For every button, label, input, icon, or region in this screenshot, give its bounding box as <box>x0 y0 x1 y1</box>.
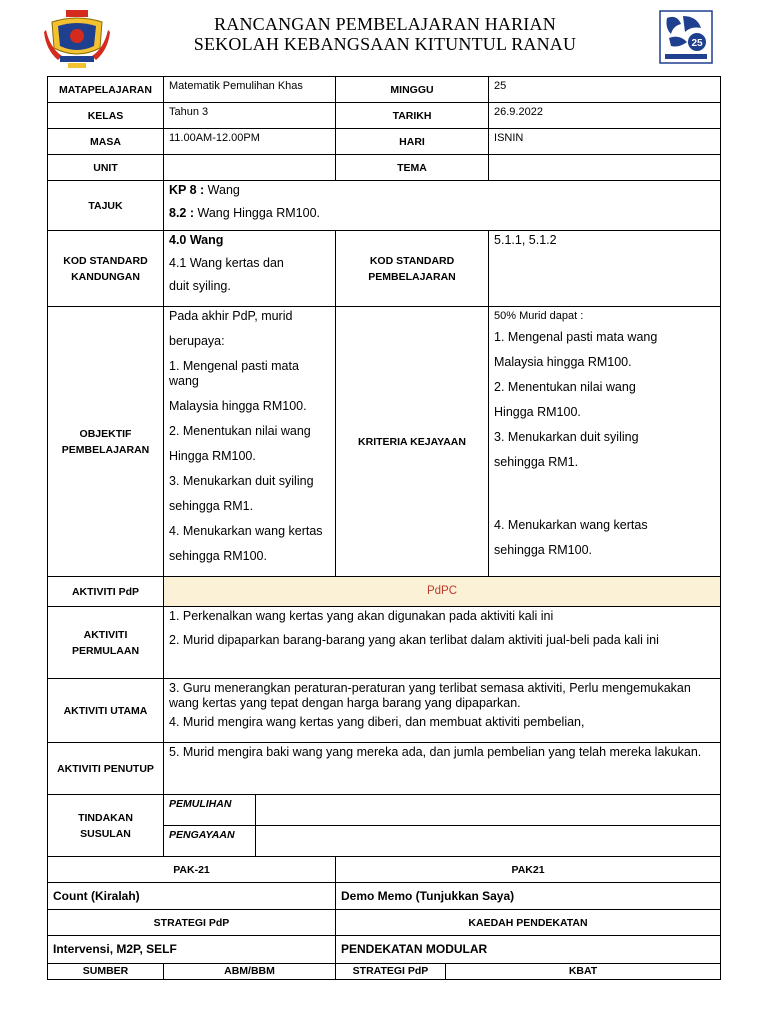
objektif-line: Pada akhir PdP, murid <box>169 309 293 323</box>
label-aktiviti-permulaan <box>48 607 164 679</box>
value-kelas: Tahun 3 <box>164 103 336 129</box>
label-abm-bbm: ABM/BBM <box>164 964 336 980</box>
value-tajuk <box>164 181 721 231</box>
row-aktiviti-permulaan <box>48 607 721 679</box>
label-kbat: KBAT <box>446 964 721 980</box>
svg-text:25: 25 <box>691 38 703 49</box>
objektif-line: Hingga RM100. <box>169 449 256 463</box>
value-objektif <box>164 307 336 577</box>
utama-step: 3. Guru menerangkan peraturan-peraturan yang terlibat semasa aktiviti, Perlu mengemukakan wang kertas yang tepat dengan harga barang yang dipaparkan. <box>169 681 691 710</box>
value-pemulihan <box>256 795 721 826</box>
label-matapelajaran: MATAPELAJARAN <box>48 77 164 103</box>
permulaan-step: 2. Murid dipaparkan barang-barang yang akan terlibat dalam aktiviti jual-beli pada kali ini <box>169 633 659 647</box>
label-kod-standard-pembelajaran <box>336 231 489 307</box>
kriteria-line: 2. Menentukan nilai wang <box>494 380 636 394</box>
page-title <box>140 14 630 54</box>
tajuk-sub-text: Wang Hingga RM100. <box>194 206 321 220</box>
value-masa: 11.00AM-12.00PM <box>164 129 336 155</box>
value-hari: ISNIN <box>489 129 721 155</box>
label-minggu: MINGGU <box>336 77 489 103</box>
label-tajuk: TAJUK <box>48 181 164 231</box>
value-kaedah-pendekatan: PENDEKATAN MODULAR <box>336 936 721 964</box>
row-aktiviti-penutup <box>48 743 721 795</box>
value-kod-standard-kandungan <box>164 231 336 307</box>
label-objektif-pembelajaran <box>48 307 164 577</box>
tajuk-kp-text: Wang <box>204 183 240 197</box>
value-kriteria <box>489 307 721 577</box>
label-kaedah-pendekatan: KAEDAH PENDEKATAN <box>336 910 721 936</box>
label-unit: UNIT <box>48 155 164 181</box>
label-tindakan-susulan <box>48 795 164 857</box>
label-kelas: KELAS <box>48 103 164 129</box>
label-pak-21: PAK-21 <box>48 857 336 883</box>
row-tindakan-pemulihan <box>48 795 721 826</box>
label-strategi-pdp-footer: STRATEGI PdP <box>336 964 446 980</box>
value-minggu: 25 <box>489 77 721 103</box>
value-aktiviti-permulaan <box>164 607 721 679</box>
label-pak21: PAK21 <box>336 857 721 883</box>
value-unit <box>164 155 336 181</box>
permulaan-step: 1. Perkenalkan wang kertas yang akan digunakan pada aktiviti kali ini <box>169 609 554 623</box>
kriteria-line: 1. Mengenal pasti mata wang <box>494 330 658 344</box>
label-kriteria-kejayaan: KRITERIA KEJAYAAN <box>336 307 489 577</box>
row-objektif <box>48 307 721 577</box>
tajuk-kp-code: KP 8 : <box>169 183 205 197</box>
label-pemulihan: PEMULIHAN <box>164 795 256 826</box>
label-sp-line-1: KOD STANDARD <box>369 254 455 267</box>
label-tarikh: TARIKH <box>336 103 489 129</box>
objektif-line: berupaya: <box>169 334 225 348</box>
label-tindakan-line-2: SUSULAN <box>80 827 131 840</box>
row-footer-labels <box>48 964 721 980</box>
value-pak-21: Count (Kiralah) <box>48 883 336 910</box>
value-strategi-pdp: Intervensi, M2P, SELF <box>48 936 336 964</box>
row-matapelajaran <box>48 77 721 103</box>
kriteria-line: Malaysia hingga RM100. <box>494 355 632 369</box>
value-pengayaan <box>256 826 721 857</box>
row-pak-values <box>48 883 721 910</box>
label-permulaan-line-1: AKTIVITI <box>83 628 128 641</box>
label-kod-standard-kandungan <box>48 231 164 307</box>
objektif-line: 1. Mengenal pasti mata wang <box>169 359 299 388</box>
header <box>0 0 768 76</box>
row-unit <box>48 155 721 181</box>
objektif-line: sehingga RM1. <box>169 499 254 513</box>
value-tarikh: 26.9.2022 <box>489 103 721 129</box>
label-hari: HARI <box>336 129 489 155</box>
label-objektif-line-2: PEMBELAJARAN <box>61 443 150 456</box>
objektif-line: 4. Menukarkan wang kertas <box>169 524 323 538</box>
row-aktiviti-pdp <box>48 577 721 607</box>
objektif-line: Malaysia hingga RM100. <box>169 399 307 413</box>
label-strategi-pdp: STRATEGI PdP <box>48 910 336 936</box>
value-matapelajaran: Matematik Pemulihan Khas <box>164 77 336 103</box>
value-tema <box>489 155 721 181</box>
kriteria-line: 3. Menukarkan duit syiling <box>494 430 639 444</box>
kriteria-line: Hingga RM100. <box>494 405 581 419</box>
label-sp-line-2: PEMBELAJARAN <box>368 270 456 283</box>
label-tindakan-line-1: TINDAKAN <box>78 811 133 824</box>
label-permulaan-line-2: PERMULAAN <box>71 644 140 657</box>
row-tajuk <box>48 181 721 231</box>
value-kod-standard-pembelajaran: 5.1.1, 5.1.2 <box>489 231 721 307</box>
label-objektif-line-1: OBJEKTIF <box>79 427 132 440</box>
tajuk-sub-code: 8.2 : <box>169 206 195 220</box>
lesson-plan-table <box>47 76 721 980</box>
school-crest-logo <box>44 8 110 70</box>
label-aktiviti-pdp: AKTIVITI PdP <box>48 577 164 607</box>
row-kelas <box>48 103 721 129</box>
value-aktiviti-utama <box>164 679 721 743</box>
title-line-2: SEKOLAH KEBANGSAAN KITUNTUL RANAU <box>193 34 577 54</box>
row-pak-labels <box>48 857 721 883</box>
row-strategi-labels <box>48 910 721 936</box>
anniversary-25-logo <box>659 10 713 64</box>
sk-line-3: duit syiling. <box>169 279 231 293</box>
title-line-1: RANCANGAN PEMBELAJARAN HARIAN <box>214 14 556 34</box>
label-aktiviti-utama: AKTIVITI UTAMA <box>48 679 164 743</box>
row-kod-standard <box>48 231 721 307</box>
row-aktiviti-utama <box>48 679 721 743</box>
label-sk-line-2: KANDUNGAN <box>71 270 140 283</box>
kriteria-line: sehingga RM100. <box>494 543 592 557</box>
objektif-line: 2. Menentukan nilai wang <box>169 424 311 438</box>
utama-step: 4. Murid mengira wang kertas yang diberi, dan membuat aktiviti pembelian, <box>169 715 585 729</box>
value-pak21: Demo Memo (Tunjukkan Saya) <box>336 883 721 910</box>
pdpc-banner: PdPC <box>164 577 721 607</box>
label-pengayaan: PENGAYAAN <box>164 826 256 857</box>
sk-line-2: 4.1 Wang kertas dan <box>169 256 284 270</box>
kriteria-line: sehingga RM1. <box>494 455 579 469</box>
value-aktiviti-penutup: 5. Murid mengira baki wang yang mereka ada, dan jumla pembelian yang telah mereka lakukan. <box>164 743 721 795</box>
row-strategi-values <box>48 936 721 964</box>
kriteria-line: 4. Menukarkan wang kertas <box>494 518 648 532</box>
label-sk-line-1: KOD STANDARD <box>63 254 148 267</box>
objektif-line: sehingga RM100. <box>169 549 267 563</box>
sk-line-1: 4.0 Wang <box>169 233 224 247</box>
label-aktiviti-penutup: AKTIVITI PENUTUP <box>48 743 164 795</box>
objektif-line: 3. Menukarkan duit syiling <box>169 474 314 488</box>
label-sumber: SUMBER <box>48 964 164 980</box>
row-masa <box>48 129 721 155</box>
kriteria-intro: 50% Murid dapat : <box>494 310 584 322</box>
label-tema: TEMA <box>336 155 489 181</box>
label-masa: MASA <box>48 129 164 155</box>
